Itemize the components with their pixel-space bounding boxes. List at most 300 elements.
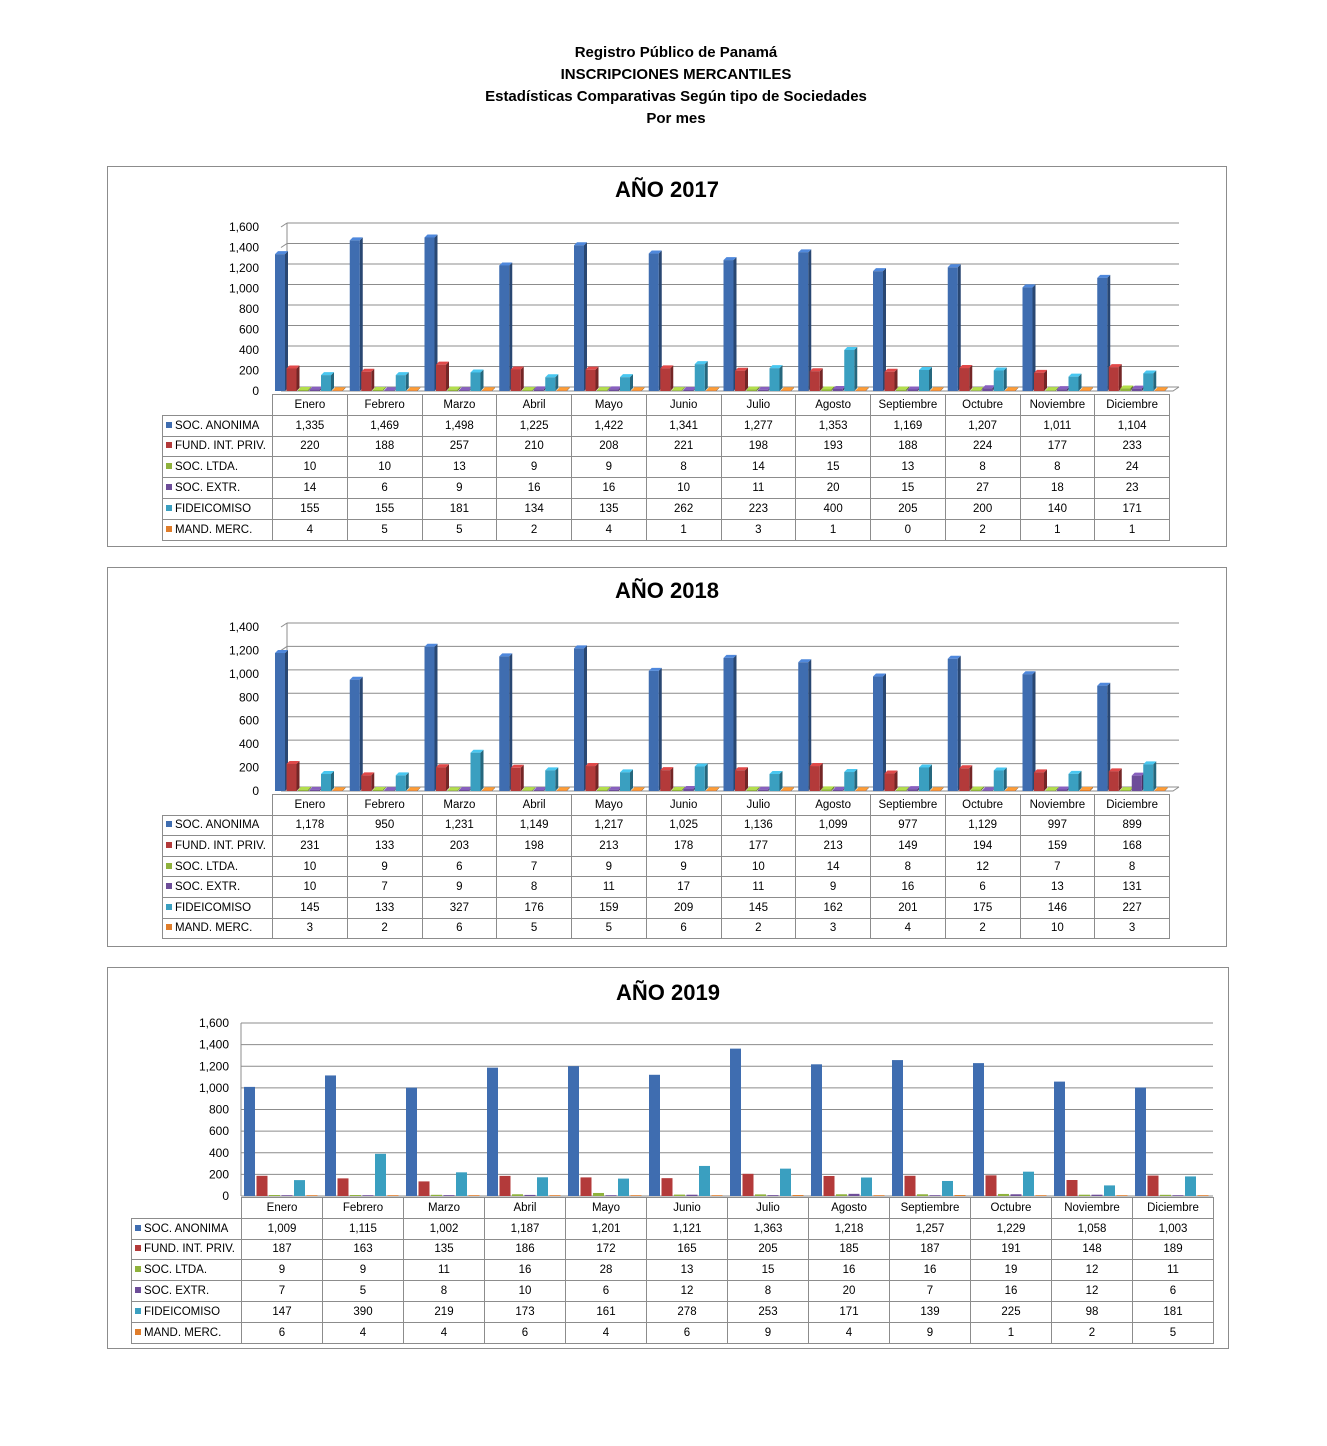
data-table [162, 794, 1170, 939]
bar-soc-anonima-diciembre [1097, 275, 1110, 391]
data-label: 1,341 [646, 415, 721, 436]
data-label: 1,169 [871, 415, 946, 436]
y-tick-label: 1,200 [228, 643, 259, 658]
legend-key [166, 484, 172, 490]
bar-fund-int-priv-febrero [361, 369, 374, 391]
x-tick-label: Noviembre [1020, 795, 1095, 816]
bar-soc-anonima-septiembre [892, 1060, 903, 1196]
data-label: 1,009 [242, 1218, 323, 1239]
data-label: 168 [1095, 836, 1170, 857]
bar-mand-merc-abril [557, 787, 570, 791]
bar-soc-ltda-abril [512, 1194, 523, 1196]
data-label: 6 [485, 1322, 566, 1343]
data-label: 6 [347, 478, 422, 499]
data-label: 1,277 [721, 415, 796, 436]
data-label: 11 [572, 877, 647, 898]
y-tick-label: 400 [208, 1145, 229, 1160]
data-label: 6 [945, 877, 1020, 898]
bar-soc-anonima-febrero [350, 237, 363, 391]
data-label: 997 [1020, 815, 1095, 836]
data-table [162, 394, 1170, 541]
bar-soc-anonima-octubre [948, 656, 961, 791]
bar-mand-merc-julio [781, 787, 794, 791]
legend-entry [132, 1322, 242, 1343]
data-label: 10 [347, 457, 422, 478]
data-label: 16 [497, 478, 572, 499]
bar-fideicomiso-febrero [396, 372, 409, 391]
bar-soc-anonima-enero [275, 251, 288, 391]
bar-fund-int-priv-mayo [586, 367, 599, 391]
data-label: 12 [1052, 1281, 1133, 1302]
legend-entry [163, 415, 273, 436]
x-tick-label: Noviembre [1052, 1198, 1133, 1219]
data-label: 209 [646, 897, 721, 918]
data-label: 135 [404, 1239, 485, 1260]
data-label: 7 [242, 1281, 323, 1302]
data-label: 165 [647, 1239, 728, 1260]
legend-key [166, 924, 172, 930]
bar-fideicomiso-junio [695, 361, 708, 391]
data-label: 213 [572, 836, 647, 857]
bar-soc-anonima-abril [499, 653, 512, 791]
y-tick-label: 1,400 [228, 620, 259, 634]
data-label: 186 [485, 1239, 566, 1260]
y-tick-label: 1,600 [228, 220, 259, 234]
bar-mand-merc-diciembre [1198, 1195, 1209, 1196]
bar-mand-merc-febrero [407, 787, 420, 791]
bar-soc-ltda-octubre [998, 1194, 1009, 1196]
series-name: FIDEICOMISO [144, 1305, 221, 1318]
series-name: SOC. LTDA. [144, 1264, 208, 1277]
bar-soc-ltda-abril [522, 787, 535, 791]
bar-fideicomiso-enero [294, 1180, 305, 1196]
data-label: 201 [871, 897, 946, 918]
bar-soc-anonima-noviembre [1023, 671, 1036, 791]
legend-entry [163, 897, 273, 918]
y-tick-label: 0 [222, 1189, 229, 1203]
series-name: MAND. MERC. [175, 922, 253, 935]
bar-fideicomiso-febrero [375, 1154, 386, 1196]
data-label: 135 [572, 498, 647, 519]
bar-fideicomiso-noviembre [1069, 374, 1082, 391]
table-row-soc-anonima [132, 1218, 1214, 1239]
legend-key [135, 1287, 141, 1293]
bar-soc-ltda-mayo [597, 387, 610, 391]
table-row-soc-anonima [163, 415, 1170, 436]
bar-fund-int-priv-abril [511, 765, 524, 791]
data-label: 6 [566, 1281, 647, 1302]
data-label: 1,422 [572, 415, 647, 436]
bar-fideicomiso-abril [545, 374, 558, 391]
bar-mand-merc-marzo [482, 387, 495, 391]
bar-mand-merc-mayo [632, 387, 645, 391]
chart-panel-2018 [107, 567, 1227, 947]
table-row-soc-ltda [132, 1260, 1214, 1281]
data-label: 1,136 [721, 815, 796, 836]
data-label: 28 [566, 1260, 647, 1281]
data-label: 14 [273, 478, 348, 499]
chart-title: AÑO 2018 [615, 578, 719, 603]
bar-mand-merc-junio [706, 787, 719, 791]
data-label: 14 [721, 457, 796, 478]
chart-panel-2019 [107, 967, 1229, 1349]
data-label: 14 [796, 856, 871, 877]
bar-soc-extr-octubre [1011, 1194, 1022, 1196]
data-label: 227 [1095, 897, 1170, 918]
header-line-1: Registro Público de Panamá [574, 44, 778, 61]
y-tick-label: 1,200 [228, 261, 259, 275]
bar-soc-anonima-marzo [425, 644, 438, 791]
x-tick-label: Octubre [945, 395, 1020, 416]
data-label: 3 [721, 519, 796, 540]
bar-mand-merc-marzo [482, 787, 495, 791]
data-label: 9 [728, 1322, 809, 1343]
bar-soc-anonima-septiembre [873, 674, 886, 791]
data-label: 15 [871, 478, 946, 499]
table-row-soc-extr [132, 1281, 1214, 1302]
data-label: 4 [404, 1322, 485, 1343]
series-name: SOC. EXTR. [175, 881, 241, 894]
bar-soc-extr-enero [282, 1195, 293, 1196]
data-label: 224 [945, 436, 1020, 457]
data-label: 16 [890, 1260, 971, 1281]
data-label: 8 [404, 1281, 485, 1302]
legend-key [166, 463, 172, 469]
data-label: 9 [422, 877, 497, 898]
data-label: 177 [1020, 436, 1095, 457]
bar-fideicomiso-agosto [861, 1178, 872, 1196]
data-label: 10 [721, 856, 796, 877]
data-label: 12 [1052, 1260, 1133, 1281]
data-label: 257 [422, 436, 497, 457]
chart-title: AÑO 2017 [615, 177, 719, 202]
x-tick-label: Julio [728, 1198, 809, 1219]
bar-mand-merc-enero [333, 387, 346, 391]
data-label: 6 [1133, 1281, 1214, 1302]
bar-soc-ltda-mayo [597, 787, 610, 791]
bar-soc-extr-julio [768, 1195, 779, 1196]
bar-mand-merc-agosto [856, 387, 869, 391]
table-row-soc-extr [163, 478, 1170, 499]
data-label: 10 [273, 856, 348, 877]
bar-soc-anonima-septiembre [873, 268, 886, 391]
bar-mand-merc-octubre [1005, 387, 1018, 391]
data-label: 219 [404, 1301, 485, 1322]
bar-fund-int-priv-septiembre [885, 369, 898, 391]
y-tick-label: 1,200 [198, 1059, 229, 1074]
x-tick-label: Octubre [971, 1198, 1052, 1219]
bar-mand-merc-enero [307, 1195, 318, 1196]
y-tick-label: 1,400 [228, 240, 259, 255]
data-label: 8 [1020, 457, 1095, 478]
data-label: 178 [646, 836, 721, 857]
x-tick-label: Septiembre [871, 795, 946, 816]
bar-soc-extr-diciembre [1132, 773, 1145, 791]
series-name: FUND. INT. PRIV. [175, 839, 266, 852]
data-label: 203 [422, 836, 497, 857]
data-label: 98 [1052, 1301, 1133, 1322]
bar-soc-extr-marzo [459, 787, 472, 791]
y-tick-label: 400 [238, 343, 259, 357]
legend-entry [163, 498, 273, 519]
x-tick-label: Enero [242, 1198, 323, 1219]
series-name: FUND. INT. PRIV. [144, 1243, 235, 1256]
table-row-mand-merc [163, 918, 1170, 939]
bar-fund-int-priv-mayo [581, 1177, 592, 1196]
data-label: 1 [1095, 519, 1170, 540]
bar-soc-anonima-agosto [798, 249, 811, 391]
y-tick-label: 1,000 [228, 281, 259, 296]
data-label: 899 [1095, 815, 1170, 836]
data-label: 16 [572, 478, 647, 499]
data-label: 13 [422, 457, 497, 478]
data-label: 9 [323, 1260, 404, 1281]
data-label: 6 [422, 856, 497, 877]
data-label: 187 [242, 1239, 323, 1260]
bar-fund-int-priv-octubre [986, 1175, 997, 1196]
bar-mand-merc-noviembre [1080, 387, 1093, 391]
data-label: 198 [497, 836, 572, 857]
data-label: 181 [1133, 1301, 1214, 1322]
bar-mand-merc-septiembre [931, 387, 944, 391]
data-label: 172 [566, 1239, 647, 1260]
bar-fideicomiso-septiembre [919, 367, 932, 391]
data-label: 1,469 [347, 415, 422, 436]
bar-soc-anonima-octubre [948, 264, 961, 391]
data-label: 1,115 [323, 1218, 404, 1239]
data-label: 1,217 [572, 815, 647, 836]
x-tick-label: Junio [647, 1198, 728, 1219]
bar-fideicomiso-marzo [471, 750, 484, 791]
data-label: 7 [347, 877, 422, 898]
data-label: 1,025 [646, 815, 721, 836]
bar-soc-ltda-junio [672, 787, 685, 791]
table-row-mand-merc [163, 519, 1170, 540]
data-label: 1,002 [404, 1218, 485, 1239]
bar-soc-extr-agosto [849, 1194, 860, 1196]
data-label: 8 [728, 1281, 809, 1302]
bar-fideicomiso-octubre [994, 768, 1007, 792]
data-label: 175 [945, 897, 1020, 918]
legend-entry [163, 856, 273, 877]
bar-fideicomiso-octubre [1023, 1172, 1034, 1196]
x-tick-label: Diciembre [1133, 1198, 1214, 1219]
bar-soc-anonima-junio [649, 1075, 660, 1196]
x-tick-label: Abril [497, 395, 572, 416]
category-header-row [132, 1198, 1214, 1219]
legend-entry [163, 519, 273, 540]
data-label: 1,121 [647, 1218, 728, 1239]
bar-fund-int-priv-diciembre [1109, 768, 1122, 791]
legend-entry [163, 918, 273, 939]
legend-key [135, 1329, 141, 1335]
data-label: 3 [796, 918, 871, 939]
series-name: MAND. MERC. [144, 1326, 222, 1339]
y-tick-label: 200 [238, 760, 259, 775]
x-tick-label: Febrero [347, 795, 422, 816]
legend-key [135, 1266, 141, 1272]
bar-fideicomiso-enero [321, 372, 334, 391]
bar-soc-ltda-marzo [431, 1195, 442, 1196]
data-label: 149 [871, 836, 946, 857]
bar-soc-ltda-diciembre [1120, 787, 1133, 791]
data-label: 1,187 [485, 1218, 566, 1239]
bar-mand-merc-julio [781, 387, 794, 391]
data-label: 6 [646, 918, 721, 939]
bar-soc-ltda-noviembre [1046, 787, 1059, 791]
legend-key [166, 526, 172, 532]
legend-entry [163, 815, 273, 836]
data-label: 200 [945, 498, 1020, 519]
data-label: 5 [572, 918, 647, 939]
data-label: 19 [971, 1260, 1052, 1281]
bar-mand-merc-agosto [856, 787, 869, 791]
data-label: 185 [809, 1239, 890, 1260]
bar-soc-ltda-marzo [448, 787, 461, 791]
x-tick-label: Abril [497, 795, 572, 816]
data-label: 4 [273, 519, 348, 540]
x-tick-label: Mayo [572, 395, 647, 416]
data-label: 1,129 [945, 815, 1020, 836]
table-row-soc-anonima [163, 815, 1170, 836]
bar-fund-int-priv-enero [287, 761, 300, 791]
bar-fund-int-priv-enero [257, 1176, 268, 1196]
data-label: 4 [572, 519, 647, 540]
x-tick-label: Julio [721, 795, 796, 816]
legend-key [135, 1245, 141, 1251]
data-label: 8 [646, 457, 721, 478]
data-label: 9 [242, 1260, 323, 1281]
bar-soc-anonima-abril [487, 1068, 498, 1196]
bar-soc-anonima-diciembre [1135, 1088, 1146, 1196]
x-tick-label: Junio [646, 395, 721, 416]
data-label: 1,149 [497, 815, 572, 836]
legend-entry [163, 478, 273, 499]
data-label: 162 [796, 897, 871, 918]
bar-soc-anonima-mayo [574, 645, 587, 791]
bar-mand-merc-mayo [632, 787, 645, 791]
data-label: 27 [945, 478, 1020, 499]
chart-panel-2017 [107, 166, 1227, 547]
bar-fideicomiso-marzo [471, 369, 484, 391]
data-label: 194 [945, 836, 1020, 857]
data-label: 171 [809, 1301, 890, 1322]
data-label: 9 [890, 1322, 971, 1343]
table-row-fund-int-priv [163, 436, 1170, 457]
data-label: 950 [347, 815, 422, 836]
bar-soc-ltda-junio [672, 387, 685, 391]
data-label: 189 [1133, 1239, 1214, 1260]
data-label: 173 [485, 1301, 566, 1322]
data-label: 2 [721, 918, 796, 939]
y-tick-label: 600 [208, 1124, 229, 1139]
x-tick-label: Diciembre [1095, 395, 1170, 416]
data-label: 3 [1095, 918, 1170, 939]
y-tick-label: 800 [208, 1102, 229, 1117]
category-header-row [163, 795, 1170, 816]
data-label: 5 [1133, 1322, 1214, 1343]
bar-fideicomiso-abril [537, 1177, 548, 1196]
bar-mand-merc-noviembre [1117, 1195, 1128, 1196]
bar-fideicomiso-septiembre [942, 1181, 953, 1196]
data-label: 205 [728, 1239, 809, 1260]
bar-fideicomiso-agosto [844, 347, 857, 391]
bar-fund-int-priv-marzo [436, 362, 449, 391]
bar-soc-anonima-julio [724, 655, 737, 791]
data-label: 145 [273, 897, 348, 918]
bar-fund-int-priv-junio [660, 767, 673, 791]
table-row-fund-int-priv [163, 836, 1170, 857]
x-tick-label: Mayo [566, 1198, 647, 1219]
bar-fideicomiso-agosto [844, 769, 857, 791]
bar-soc-anonima-junio [649, 251, 662, 391]
bar-fund-int-priv-diciembre [1148, 1176, 1159, 1196]
bar-fideicomiso-enero [321, 771, 334, 791]
bar-fideicomiso-febrero [396, 772, 409, 791]
table-row-soc-extr [163, 877, 1170, 898]
legend-key [135, 1308, 141, 1314]
x-tick-label: Agosto [809, 1198, 890, 1219]
bar-fideicomiso-diciembre [1185, 1176, 1196, 1196]
data-label: 10 [273, 457, 348, 478]
legend-key [166, 442, 172, 448]
data-label: 10 [485, 1281, 566, 1302]
bar-fideicomiso-julio [770, 365, 783, 391]
data-label: 7 [1020, 856, 1095, 877]
x-tick-label: Febrero [323, 1198, 404, 1219]
bar-fund-int-priv-abril [511, 366, 524, 391]
gridline [281, 623, 287, 627]
data-label: 5 [323, 1281, 404, 1302]
data-label: 188 [871, 436, 946, 457]
bar-soc-anonima-junio [649, 668, 662, 791]
bar-fund-int-priv-febrero [338, 1178, 349, 1196]
bar-soc-anonima-enero [244, 1087, 255, 1196]
bar-soc-anonima-marzo [406, 1088, 417, 1196]
data-label: 278 [647, 1301, 728, 1322]
data-label: 7 [497, 856, 572, 877]
data-label: 9 [572, 856, 647, 877]
series-name: SOC. ANONIMA [175, 819, 260, 832]
bar-soc-ltda-mayo [593, 1193, 604, 1196]
bar-mand-merc-diciembre [1155, 387, 1168, 391]
bar-mand-merc-abril [557, 387, 570, 391]
x-tick-label: Agosto [796, 395, 871, 416]
data-label: 1,218 [809, 1218, 890, 1239]
data-label: 2 [945, 918, 1020, 939]
data-label: 13 [647, 1260, 728, 1281]
legend-entry [132, 1301, 242, 1322]
bar-soc-anonima-febrero [325, 1075, 336, 1196]
legend-entry [132, 1239, 242, 1260]
legend-entry [132, 1260, 242, 1281]
data-label: 1 [796, 519, 871, 540]
header-line-2: INSCRIPCIONES MERCANTILES [560, 66, 792, 83]
bar-soc-anonima-noviembre [1023, 284, 1036, 391]
data-label: 193 [796, 436, 871, 457]
category-header-row [163, 395, 1170, 416]
bar-soc-anonima-marzo [425, 234, 438, 391]
bar-soc-ltda-diciembre [1120, 386, 1133, 391]
bar-soc-ltda-noviembre [1079, 1195, 1090, 1196]
data-label: 0 [871, 519, 946, 540]
data-label: 133 [347, 897, 422, 918]
data-label: 231 [273, 836, 348, 857]
bar-mand-merc-junio [706, 387, 719, 391]
bar-mand-merc-septiembre [955, 1195, 966, 1196]
bar-mand-merc-febrero [388, 1195, 399, 1196]
x-tick-label: Julio [721, 395, 796, 416]
